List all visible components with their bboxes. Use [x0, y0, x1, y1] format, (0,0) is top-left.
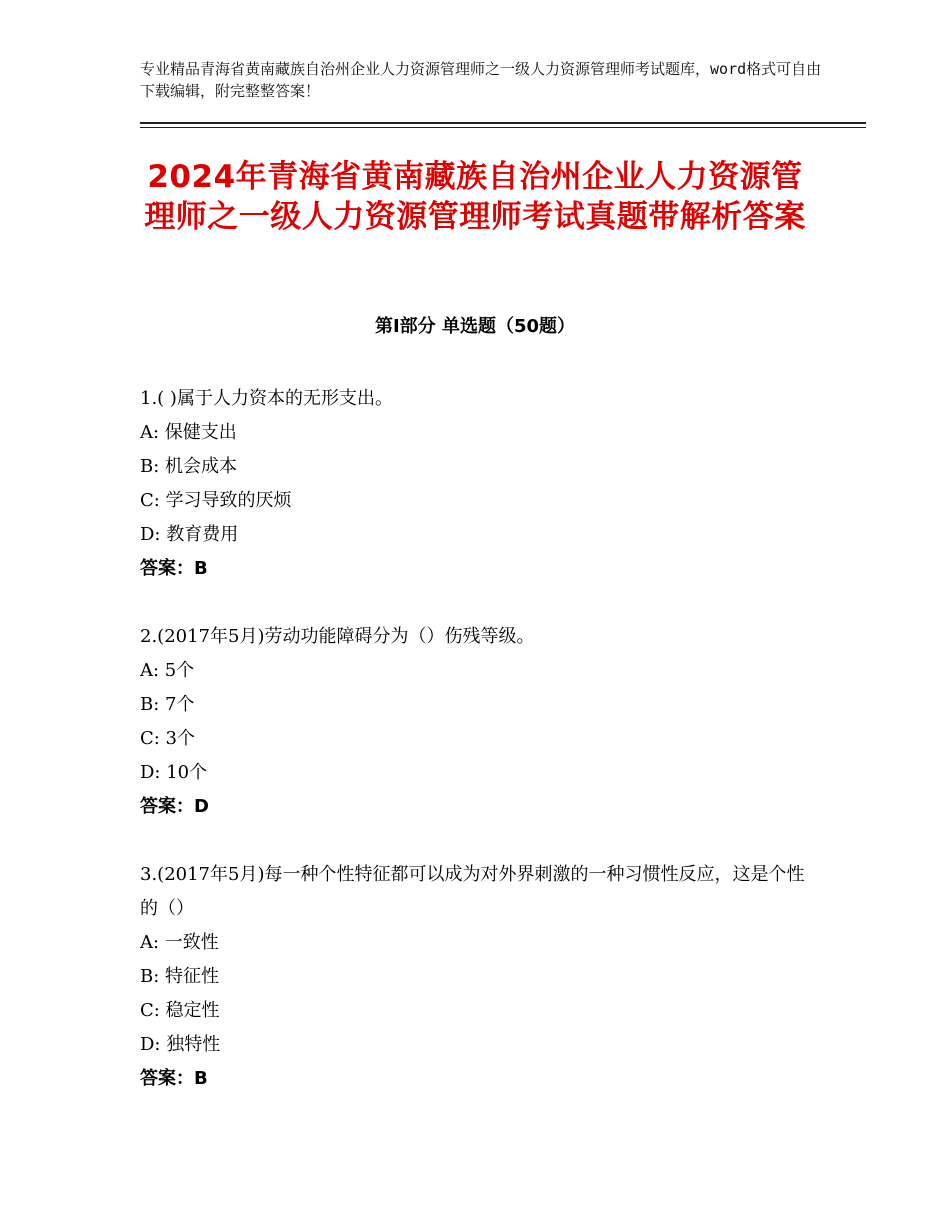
answer: 答案：B	[140, 558, 208, 579]
option-a: A: 保健支出	[140, 422, 237, 443]
option-b: B: 特征性	[140, 966, 220, 987]
question-stem: 3.(2017年5月)每一种个性特征都可以成为对外界刺激的一种习惯性反应，这是个性的（）	[140, 864, 805, 919]
question-stem: 1.( )属于人力资本的无形支出。	[140, 388, 393, 409]
option-d: D: 独特性	[140, 1034, 221, 1055]
answer: 答案：B	[140, 1068, 208, 1089]
option-c: C: 3个	[140, 728, 196, 749]
option-a: A: 5个	[140, 660, 195, 681]
option-c: C: 学习导致的厌烦	[140, 490, 292, 511]
question-3	[140, 858, 810, 1096]
header-divider	[140, 122, 866, 128]
option-b: B: 机会成本	[140, 456, 238, 477]
option-a: A: 一致性	[140, 932, 219, 953]
option-d: D: 教育费用	[140, 524, 239, 545]
page-title: 2024年青海省黄南藏族自治州企业人力资源管理师之一级人力资源管理师考试真题带解析答案	[144, 159, 806, 235]
question-list	[140, 382, 810, 1130]
option-b: B: 7个	[140, 694, 195, 715]
header-note: 专业精品青海省黄南藏族自治州企业人力资源管理师之一级人力资源管理师考试题库，word格式可自由下载编辑，附完整整答案！	[140, 60, 822, 100]
section-title: 第Ⅰ部分 单选题（50题）	[374, 316, 575, 337]
option-d: D: 10个	[140, 762, 208, 783]
question-stem: 2.(2017年5月)劳动功能障碍分为（）伤残等级。	[140, 626, 535, 647]
answer: 答案：D	[140, 796, 209, 817]
question-1	[140, 382, 810, 586]
option-c: C: 稳定性	[140, 1000, 220, 1021]
question-2	[140, 620, 810, 824]
